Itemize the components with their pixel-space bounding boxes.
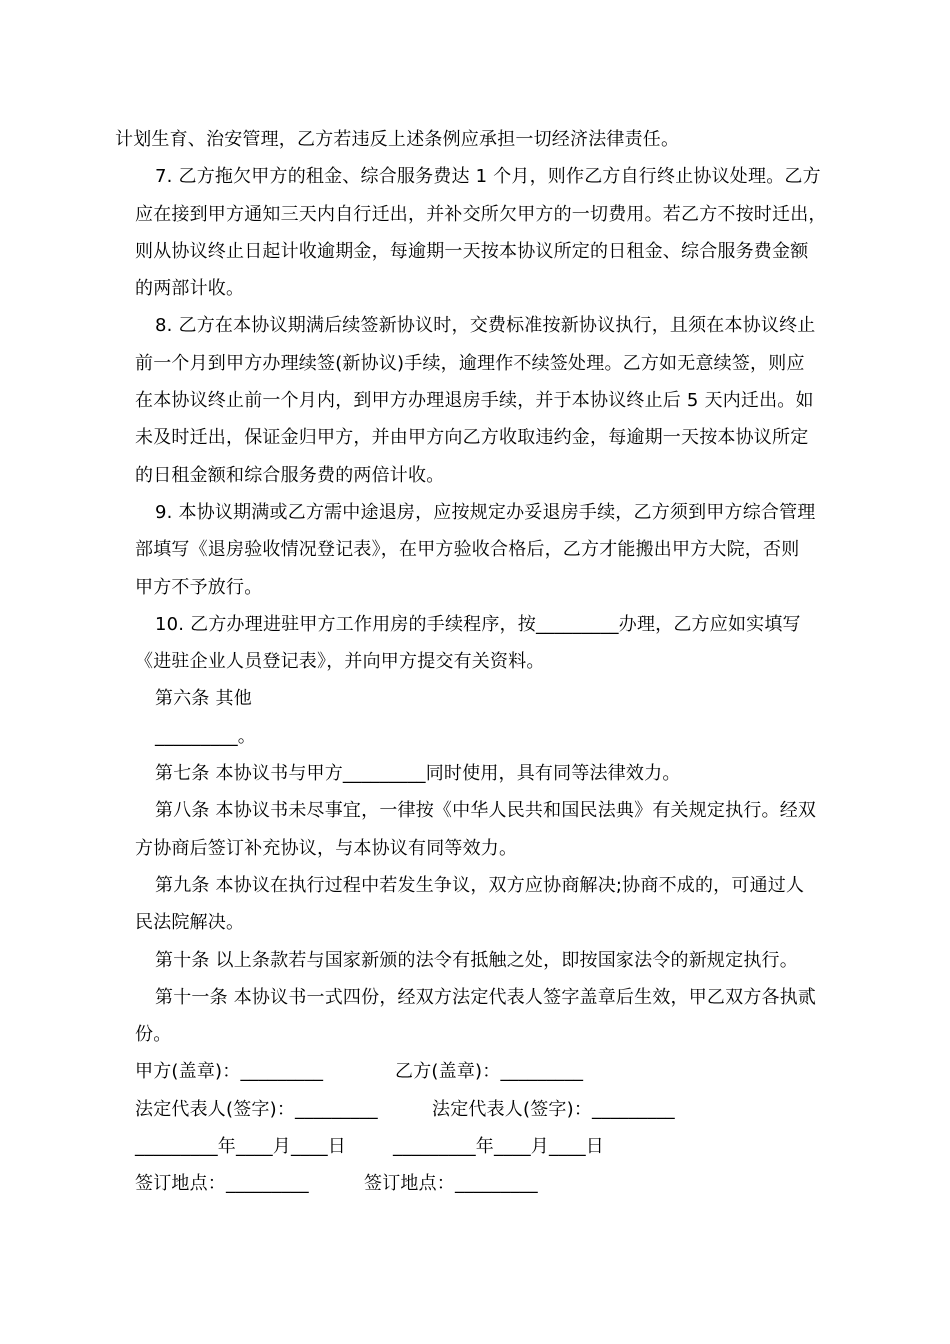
paragraph-item-7: [115, 158, 840, 307]
text-line: 的两部计收。: [135, 278, 245, 300]
text-line: 8. 乙方在本协议期满后续签新协议时，交费标准按新协议执行，且须在本协议终止: [155, 315, 816, 337]
article-heading: 第六条 其他: [155, 688, 252, 710]
text-line: 甲方不予放行。: [135, 576, 263, 598]
document-body: [115, 121, 840, 1203]
text-line: 方协商后签订补充协议，与本协议有同等效力。: [135, 837, 518, 859]
text-line: 9. 本协议期满或乙方需中途退房，应按规定办妥退房手续，乙方须到甲方综合管理: [155, 501, 816, 523]
signature-row-representative: [115, 1091, 840, 1128]
text-line: 部填写《退房验收情况登记表》，在甲方验收合格后，乙方才能搬出甲方大院，否则: [135, 539, 800, 561]
signature-row-date: [115, 1128, 840, 1165]
paragraph-article-8: [115, 792, 840, 867]
paragraph-item-8: [115, 307, 840, 493]
blank-fill-line: _________。: [155, 725, 256, 747]
text-line: 则从协议终止日起计收逾期金，每逾期一天按本协议所定的日租金、综合服务费金额: [135, 240, 809, 262]
text-line: 第十一条 本协议书一式四份，经双方法定代表人签字盖章后生效，甲乙双方各执贰: [155, 986, 817, 1008]
paragraph-article-10: [115, 942, 840, 979]
text-line: 在本协议终止前一个月内，到甲方办理退房手续，并于本协议终止后 5 天内迁出。如: [135, 390, 814, 412]
party-b-seal-field: 乙方(盖章)：_________: [395, 1061, 584, 1083]
signature-row-seal: [115, 1053, 840, 1090]
text-line: 第十条 以上条款若与国家新颁的法令有抵触之处，即按国家法令的新规定执行。: [155, 949, 798, 971]
text-line: 第八条 本协议书未尽事宜，一律按《中华人民共和国民法典》有关规定执行。经双: [155, 800, 817, 822]
party-b-date-field: _________年____月____日: [393, 1136, 604, 1158]
text-line: 的日租金额和综合服务费的两倍计收。: [135, 464, 445, 486]
paragraph-article-11: [115, 979, 840, 1054]
party-a-date-field: _________年____月____日: [135, 1136, 346, 1158]
party-a-seal-field: 甲方(盖章)：_________: [135, 1061, 324, 1083]
signature-block: [115, 1053, 840, 1202]
party-b-signing-place-field: 签订地点：_________: [364, 1173, 538, 1195]
paragraph-article-7: [115, 755, 840, 792]
paragraph-article-6: [115, 680, 840, 717]
party-a-representative-field: 法定代表人(签字)：_________: [135, 1098, 378, 1120]
text-line: 民法院解决。: [135, 912, 245, 934]
text-line: 第九条 本协议在执行过程中若发生争议，双方应协商解决;协商不成的，可通过人: [155, 874, 805, 896]
paragraph-item-10: [115, 606, 840, 681]
text-line: 10. 乙方办理进驻甲方工作用房的手续程序，按_________办理，乙方应如实填写: [155, 613, 801, 635]
party-b-representative-field: 法定代表人(签字)：_________: [432, 1098, 675, 1120]
text-line: 7. 乙方拖欠甲方的租金、综合服务费达 1 个月，则作乙方自行终止协议处理。乙方: [155, 166, 821, 188]
paragraph-item-9: [115, 494, 840, 606]
text-line: 份。: [135, 1024, 172, 1046]
text-line: 应在接到甲方通知三天内自行迁出，并补交所欠甲方的一切费用。若乙方不按时迁出，: [135, 203, 827, 225]
text-line: 前一个月到甲方办理续签(新协议)手续，逾理作不续签处理。乙方如无意续签，则应: [135, 352, 805, 374]
paragraph-family-planning: [115, 121, 840, 158]
text-line: 未及时迁出，保证金归甲方，并由甲方向乙方收取违约金，每逾期一天按本协议所定: [135, 427, 809, 449]
text-line: 《进驻企业人员登记表》，并向甲方提交有关资料。: [135, 651, 545, 673]
text-line: 第七条 本协议书与甲方_________同时使用，具有同等法律效力。: [155, 763, 681, 785]
signature-row-place: [115, 1165, 840, 1202]
paragraph-article-6-blank: [115, 718, 840, 755]
paragraph-article-9: [115, 867, 840, 942]
party-a-signing-place-field: 签订地点：_________: [135, 1173, 309, 1195]
text-line: 计划生育、治安管理，乙方若违反上述条例应承担一切经济法律责任。: [115, 129, 680, 150]
